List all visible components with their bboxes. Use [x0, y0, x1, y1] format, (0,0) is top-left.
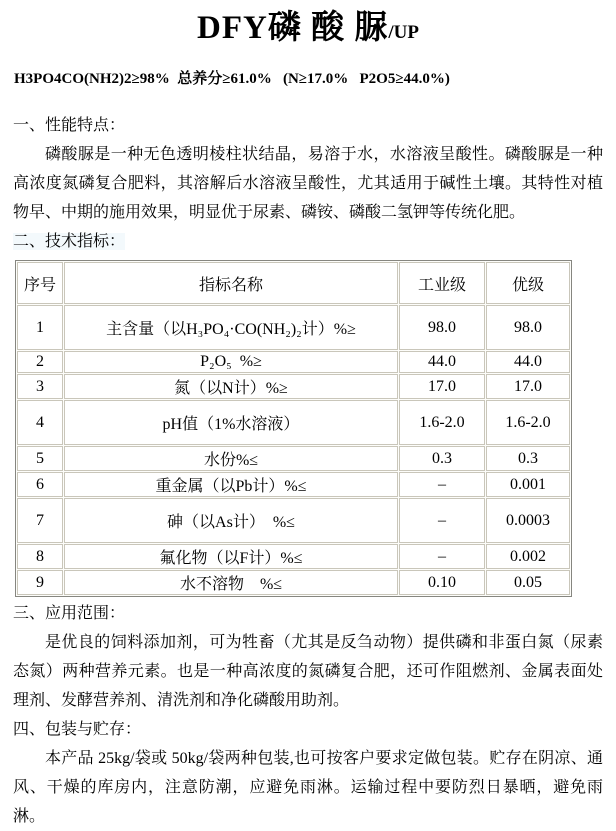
- premium-grade-cell: 98.0: [486, 305, 570, 350]
- table-header-row: [17, 262, 570, 304]
- premium-grade-cell: 0.001: [486, 472, 570, 497]
- premium-grade-cell: 0.05: [486, 570, 570, 595]
- premium-grade-cell: 0.0003: [486, 498, 570, 543]
- industrial-grade-cell: –: [399, 498, 485, 543]
- section-heading-applications: 三、应用范围：: [13, 605, 126, 622]
- indicator-name-cell: P₂O₅ %≥: [64, 351, 398, 373]
- section-body-features: 磷酸脲是一种无色透明棱柱状结晶，易溶于水，水溶液呈酸性。磷酸脲是一种高浓度氮磷复合肥料，其溶解后水溶液呈酸性，尤其适用于碱性土壤。其特性对植物早、中期的施用效果，明显优于尿素、磷铵、磷酸二氢钾等传统化肥。: [13, 146, 603, 221]
- table-row: [17, 400, 570, 445]
- indicator-name-cell: 水不溶物 %≤: [64, 570, 398, 595]
- row-number-cell: 1: [17, 305, 63, 350]
- row-number-cell: 8: [17, 544, 63, 569]
- table-row: [17, 446, 570, 471]
- indicator-name-cell: 氮（以N计）%≥: [64, 374, 398, 399]
- section-body-packaging: 本产品 25kg/袋或 50kg/袋两种包装,也可按客户要求定做包装。贮存在阴凉、通风、干燥的库房内，注意防潮，应避免雨淋。运输过程中要防烈日暴晒，避免雨淋。: [13, 750, 603, 825]
- row-number-cell: 3: [17, 374, 63, 399]
- industrial-grade-cell: –: [399, 472, 485, 497]
- industrial-grade-cell: 1.6-2.0: [399, 400, 485, 445]
- row-number-cell: 6: [17, 472, 63, 497]
- page-title: [13, 6, 603, 55]
- header-index: 序号: [17, 262, 63, 304]
- indicator-name-cell: pH值（1%水溶液）: [64, 400, 398, 445]
- header-indicator-name: 指标名称: [64, 262, 398, 304]
- premium-grade-cell: 17.0: [486, 374, 570, 399]
- indicator-name-cell: 水份%≤: [64, 446, 398, 471]
- industrial-grade-cell: 17.0: [399, 374, 485, 399]
- section-body-applications: 是优良的饲料添加剂，可为牲畜（尤其是反刍动物）提供磷和非蛋白氮（尿素态氮）两种营养元素。也是一种高浓度的氮磷复合肥，还可作阻燃剂、金属表面处理剂、发酵营养剂、清洗剂和净化磷酸用助剂。: [13, 634, 603, 709]
- header-premium-grade: 优级: [486, 262, 570, 304]
- industrial-grade-cell: 98.0: [399, 305, 485, 350]
- premium-grade-cell: 44.0: [486, 351, 570, 373]
- premium-grade-cell: 0.002: [486, 544, 570, 569]
- row-number-cell: 4: [17, 400, 63, 445]
- row-number-cell: 2: [17, 351, 63, 373]
- table-row: [17, 544, 570, 569]
- formula-line: H3PO4CO(NH2)2≥98% 总养分≥61.0% (N≥17.0% P2O5≥44.0%): [14, 71, 450, 87]
- indicator-name-cell: 主含量（以H₃PO₄·CO(NH₂)₂计）%≥: [64, 305, 398, 350]
- indicator-name-cell: 砷（以As计） %≤: [64, 498, 398, 543]
- industrial-grade-cell: 0.3: [399, 446, 485, 471]
- section-heading-packaging: 四、包装与贮存：: [13, 721, 142, 738]
- page-title-suffix: /UP: [388, 22, 419, 43]
- section-heading-specs: [13, 227, 603, 256]
- premium-grade-cell: 0.3: [486, 446, 570, 471]
- row-number-cell: 9: [17, 570, 63, 595]
- page-title-text: DFY磷 酸 脲: [197, 10, 389, 46]
- table-row: [17, 498, 570, 543]
- table-row: [17, 374, 570, 399]
- premium-grade-cell: 1.6-2.0: [486, 400, 570, 445]
- industrial-grade-cell: 0.10: [399, 570, 485, 595]
- spec-table: [15, 260, 572, 597]
- indicator-name-cell: 氟化物（以F计）%≤: [64, 544, 398, 569]
- section-heading-features: 一、性能特点：: [13, 117, 126, 134]
- table-row: [17, 570, 570, 595]
- section-heading-specs-text: 二、技术指标：: [13, 233, 126, 250]
- table-row: [17, 472, 570, 497]
- table-row: [17, 351, 570, 373]
- indicator-name-cell: 重金属（以Pb计）%≤: [64, 472, 398, 497]
- industrial-grade-cell: –: [399, 544, 485, 569]
- row-number-cell: 7: [17, 498, 63, 543]
- header-industrial-grade: 工业级: [399, 262, 485, 304]
- table-row: [17, 305, 570, 350]
- industrial-grade-cell: 44.0: [399, 351, 485, 373]
- row-number-cell: 5: [17, 446, 63, 471]
